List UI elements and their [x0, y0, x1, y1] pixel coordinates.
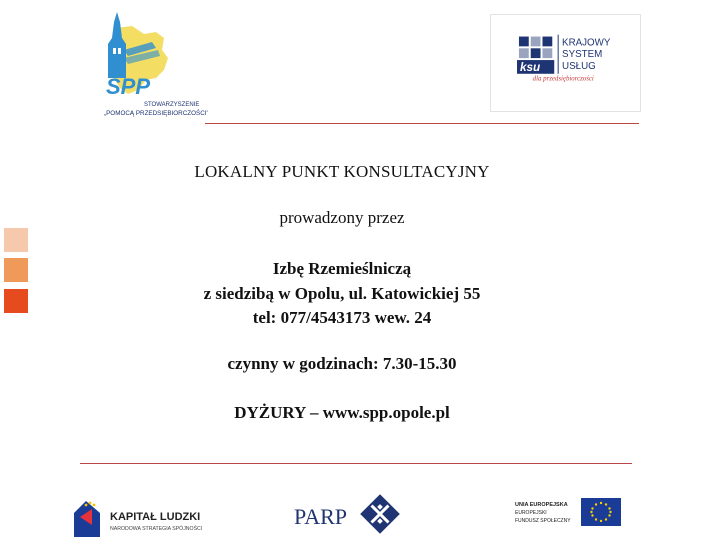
spp-logo-graphic	[98, 8, 208, 126]
eu-line1: UNIA EUROPEJSKA	[515, 502, 568, 508]
eu-line2: EUROPEJSKI	[515, 510, 547, 516]
phone: tel: 077/4543173 wew. 24	[252, 308, 432, 327]
eu-graphic	[515, 496, 623, 530]
opening-hours: czynny w godzinach: 7.30-15.30	[227, 354, 457, 373]
duty-info: DYŻURY – www.spp.opole.pl	[234, 403, 450, 422]
parp-logo	[292, 494, 402, 536]
eu-line3: FUNDUSZ SPOŁECZNY	[515, 518, 571, 524]
organization-name: Izbę Rzemieślniczą	[272, 259, 412, 278]
kl-line1: KAPITAŁ LUDZKI	[110, 511, 201, 523]
ksu-line1: KRAJOWY	[562, 37, 611, 49]
kapital-ludzki-logo	[70, 493, 220, 539]
spp-line1: STOWARZYSZENIE	[144, 102, 200, 108]
ksu-line3: USŁUG	[562, 60, 596, 72]
kl-line2: NARODOWA STRATEGIA SPÓJNOŚCI	[110, 526, 203, 532]
decor-square-light	[4, 228, 28, 252]
ksu-tagline: dla przedsiębiorczości	[532, 75, 594, 83]
kapital-ludzki-graphic	[70, 493, 220, 539]
ksu-logo-graphic	[491, 15, 640, 111]
eu-logo	[515, 496, 623, 530]
bottom-divider	[80, 463, 632, 464]
parp-text: PARP	[294, 504, 348, 529]
spp-logo	[98, 8, 208, 126]
ksu-line2: SYSTEM	[562, 49, 603, 61]
ksu-mark: ksu	[519, 60, 541, 74]
page-title: LOKALNY PUNKT KONSULTACYJNY	[194, 162, 490, 181]
subtitle: prowadzony przez	[279, 208, 405, 227]
ksu-logo	[490, 14, 641, 112]
top-divider	[205, 123, 639, 124]
spp-mark: SPP	[106, 74, 151, 99]
parp-graphic	[292, 494, 402, 536]
spp-line2: „POMOCĄ PRZEDSIĘBIORCZOŚCI"	[104, 110, 208, 117]
address: z siedzibą w Opolu, ul. Katowickiej 55	[203, 284, 481, 303]
